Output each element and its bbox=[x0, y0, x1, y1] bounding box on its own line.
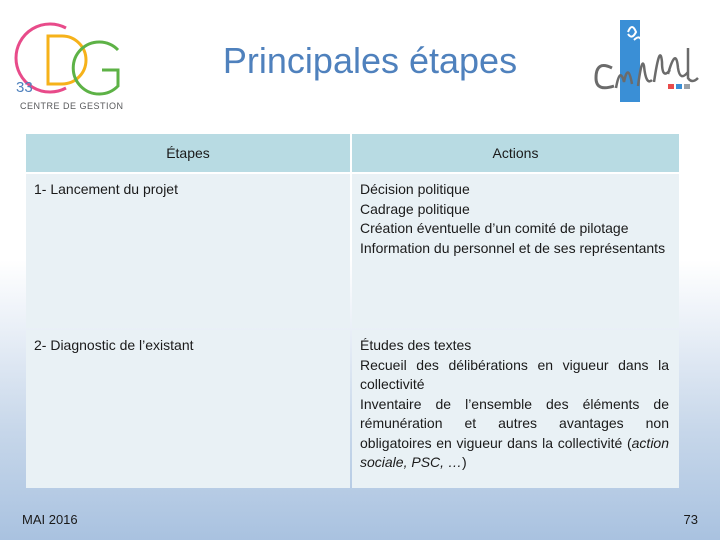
table-row bbox=[26, 174, 679, 328]
step-cell: 2- Diagnostic de l’existant bbox=[26, 330, 350, 488]
cnfpt-logo bbox=[592, 18, 704, 104]
actions-cell bbox=[352, 174, 679, 328]
action-item: Création éventuelle d’un comité de pilotage bbox=[360, 220, 629, 236]
logo-number: 33 bbox=[16, 79, 33, 96]
action-item-text: Inventaire de l’ensemble des éléments de rémunération et autres avantages non obligatoires en vigueur dans la collectivité bbox=[360, 395, 669, 451]
actions-cell bbox=[352, 330, 679, 488]
logo-g-arc bbox=[73, 42, 118, 94]
action-item: Recueil des délibérations en vigueur dans la collectivité bbox=[360, 356, 669, 392]
action-item: Décision politique bbox=[360, 181, 470, 197]
logo-dot-blue bbox=[676, 84, 682, 89]
column-header-etapes: Étapes bbox=[26, 134, 350, 172]
action-item-examples: action sociale, PSC, … bbox=[360, 434, 669, 470]
slide-title: Principales étapes bbox=[222, 40, 518, 81]
footer-date: MAI 2016 bbox=[22, 512, 78, 527]
logo-d-shape bbox=[48, 36, 86, 84]
table-header-row bbox=[26, 134, 679, 172]
table-row bbox=[26, 330, 679, 488]
logo-blue-bar bbox=[620, 20, 640, 102]
action-item: Information du personnel et de ses représentants bbox=[360, 239, 666, 256]
steps-table bbox=[24, 132, 681, 490]
logo-dot-red bbox=[668, 84, 674, 89]
action-item: Cadrage politique bbox=[360, 200, 470, 217]
logo-dot-grey bbox=[684, 84, 690, 89]
cdg33-logo-caption: CENTRE DE GESTION bbox=[20, 101, 124, 111]
step-cell: 1- Lancement du projet bbox=[26, 174, 350, 328]
page-number: 73 bbox=[683, 512, 698, 527]
action-item: Études des textes bbox=[360, 337, 472, 353]
column-header-actions: Actions bbox=[352, 134, 679, 172]
action-item: Inventaire de l’ensemble des éléments de rémunération et autres avantages non obligatoires en vigueur dans la collectivité (action sociale, PSC, …) bbox=[360, 395, 669, 470]
